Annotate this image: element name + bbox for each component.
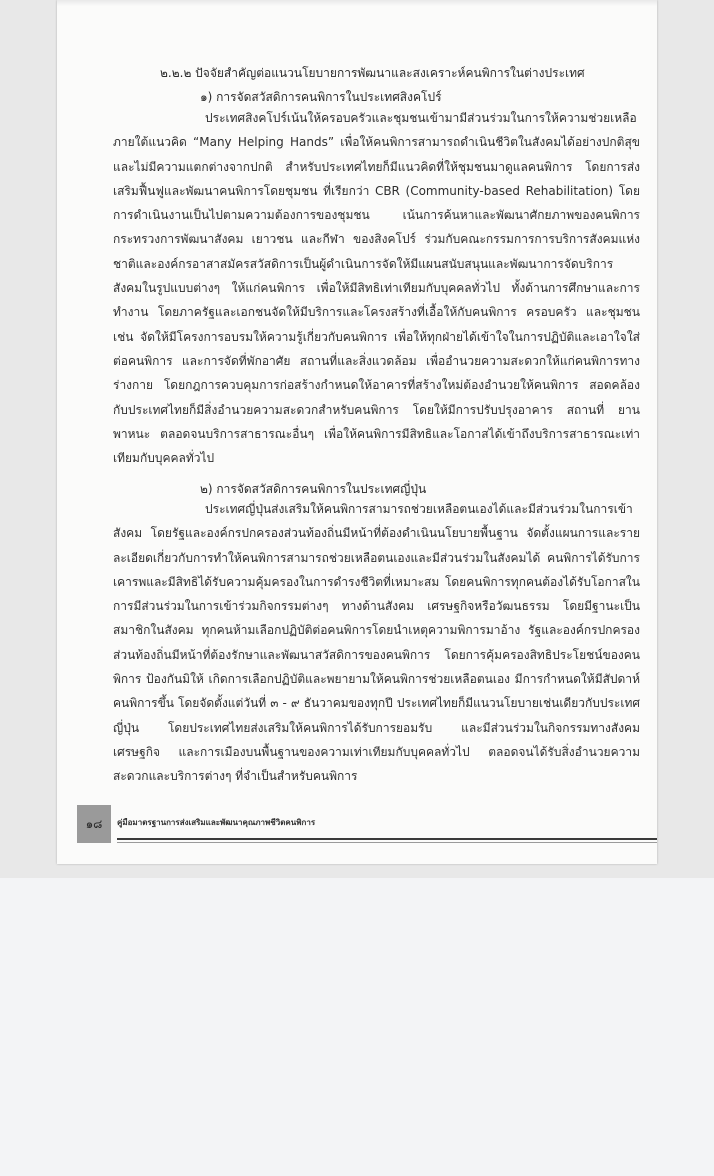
subsection-title-singapore: ๑) การจัดสวัสดิการคนพิการในประเทศสิงคโปร์	[200, 90, 442, 104]
subsection-title-japan: ๒) การจัดสวัสดิการคนพิการในประเทศญี่ปุ่น	[200, 482, 427, 496]
page-edge	[57, 0, 657, 6]
footer-rule-thin	[117, 842, 657, 843]
footer-book-title: คู่มือมาตรฐานการส่งเสริมและพัฒนาคุณภาพชีวิตคนพิการ	[117, 818, 316, 827]
paragraph-japan: ประเทศญี่ปุ่นส่งเสริมให้คนพิการสามารถช่วยเหลือตนเองได้และมีส่วนร่วมในการเข้าสังคม โดยรัฐและองค์กรปกครองส่วนท้องถิ่นมีหน้าที่ต้องดำเนินนโยบายพื้นฐาน จัดตั้งแผนการและรายละเอียดเกี่ยวกับการทำให้คนพิการสามารถช่วยเหลือตนเองและมีส่วนร่วมในสังคมได้ คนพิการได้รับการเคารพและมีสิทธิได้รับความคุ้มครองในการดำรงชีวิตที่เหมาะสม โดยคนพิการทุกคนต้องได้รับโอกาสในการมีส่วนร่วมในการเข้าร่วมกิจกรรมต่างๆ ทางด้านสังคม เศรษฐกิจหรือวัฒนธรรม โดยมีฐานะเป็นสมาชิกในสังคม ทุกคนห้ามเลือกปฏิบัติต่อคนพิการโดยนำเหตุความพิการมาอ้าง รัฐและองค์กรปกครองส่วนท้องถิ่นมีหน้าที่ต้องรักษาและพัฒนาสวัสดิการของคนพิการ โดยการคุ้มครองสิทธิประโยชน์ของคนพิการ ป้องกันมิให้ เกิดการเลือกปฏิบัติและพยายามให้คนพิการช่วยเหลือตนเอง มีการกำหนดให้มีสัปดาห์คนพิการขึ้น โดยจัดตั้งแต่วันที่ ๓ - ๙ ธันวาคมของทุกปี ประเทศไทยก็มีแนวนโยบายเช่นเดียวกับประเทศญี่ปุ่น โดยประเทศไทยส่งเสริมให้คนพิการได้รับการยอมรับ และมีส่วนร่วมในกิจกรรมทางสังคม เศรษฐกิจ และการเมืองบนพื้นฐานของความเท่าเทียมกับบุคคลทั่วไป ตลอดจนได้รับสิ่งอำนวยความสะดวกและบริการต่างๆ ที่จำเป็นสำหรับคนพิการ	[113, 502, 640, 784]
document-page	[57, 0, 657, 864]
footer-rule	[117, 838, 657, 840]
page-number: ๑๘	[85, 816, 103, 831]
page-number-box	[77, 805, 111, 843]
page-footer	[77, 811, 657, 837]
section-heading: ๒.๒.๒ ปัจจัยสำคัญต่อแนวนโยบายการพัฒนาและสงเคราะห์คนพิการในต่างประเทศ	[160, 66, 585, 80]
paragraph-singapore: ประเทศสิงคโปร์เน้นให้ครอบครัวและชุมชนเข้ามามีส่วนร่วมในการให้ความช่วยเหลือภายใต้แนวคิด “Many Helping Hands” เพื่อให้คนพิการสามารถดำเนินชีวิตในสังคมได้อย่างปกติสุขและไม่มีความแตกต่างจากปกติ สำหรับประเทศไทยก็มีแนวคิดที่ให้ชุมชนมาดูแลคนพิการ โดยการส่งเสริมฟื้นฟูและพัฒนาคนพิการโดยชุมชน ที่เรียกว่า CBR (Community-based Rehabilitation) โดยการดำเนินงานเป็นไปตามความต้องการของชุมชน เน้นการค้นหาและพัฒนาศักยภาพของคนพิการ กระทรวงการพัฒนาสังคม เยาวชน และกีฬา ของสิงคโปร์ ร่วมกับคณะกรรมการการบริการสังคมแห่งชาติและองค์กรอาสาสมัครสวัสดิการเป็นผู้ดำเนินการจัดให้มีแผนสนับสนุนและพัฒนาการจัดบริการสังคมในรูปแบบต่างๆ ให้แก่คนพิการ เพื่อให้มีสิทธิเท่าเทียมกับบุคคลทั่วไป ทั้งด้านการศึกษาและการทำงาน โดยภาครัฐและเอกชนจัดให้มีบริการและโครงสร้างที่เอื้อให้กับคนพิการ ครอบครัว และชุมชน เช่น จัดให้มีโครงการอบรมให้ความรู้เกี่ยวกับคนพิการ เพื่อให้ทุกฝ่ายได้เข้าใจในการปฏิบัติและเอาใจใส่ต่อคนพิการ และการจัดที่พักอาศัย สถานที่และสิ่งแวดล้อม เพื่ออำนวยความสะดวกให้แก่คนพิการทางร่างกาย โดยกฎการควบคุมการก่อสร้างกำหนดให้อาคารที่สร้างใหม่ต้องอำนวยให้คนพิการ สอดคล้องกับประเทศไทยก็มีสิ่งอำนวยความสะดวกสำหรับคนพิการ โดยให้มีการปรับปรุงอาคาร สถานที่ ยานพาหนะ ตลอดจนบริการสาธารณะอื่นๆ เพื่อให้คนพิการมีสิทธิและโอกาสได้เข้าถึงบริการสาธารณะเท่าเทียมกับบุคคลทั่วไป	[113, 111, 640, 466]
